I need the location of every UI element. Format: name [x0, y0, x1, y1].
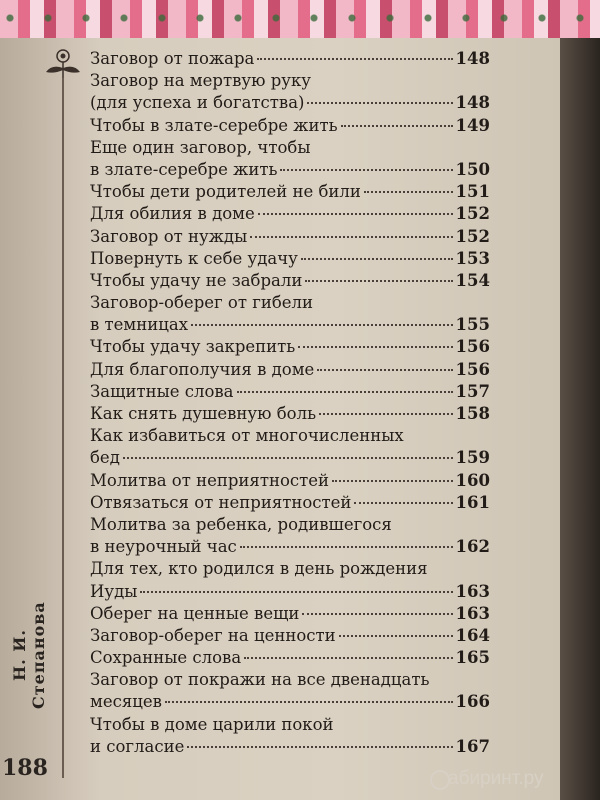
dot-leader	[298, 346, 452, 348]
toc-entry	[90, 714, 490, 736]
dot-leader	[319, 413, 452, 415]
toc-entry-title: и согласие	[90, 736, 185, 756]
toc-entry-title: Чтобы удачу закрепить	[90, 337, 296, 357]
toc-entry-page: 154	[455, 270, 490, 290]
toc-entry	[90, 603, 490, 625]
page-number: 188	[2, 755, 48, 781]
toc-entry-title: в неурочный час	[90, 537, 237, 557]
toc-entry-title: Как снять душевную боль	[90, 404, 317, 423]
dot-leader	[354, 502, 452, 504]
dot-leader	[244, 657, 452, 659]
toc-entry	[90, 48, 490, 70]
toc-entry	[90, 159, 490, 181]
toc-entry-page: 163	[455, 603, 490, 623]
toc-entry	[90, 92, 490, 114]
toc-entry-title: Заговор на мертвую руку	[90, 71, 311, 91]
toc-entry	[90, 70, 490, 92]
toc-entry	[90, 691, 490, 713]
toc-entry	[90, 470, 490, 492]
toc-entry-title: Для обилия в доме	[90, 204, 255, 224]
dot-leader	[187, 746, 452, 748]
toc-entry-page: 167	[455, 736, 490, 756]
toc-entry	[90, 403, 490, 425]
toc-entry-title: Отвязаться от неприятностей	[90, 492, 352, 512]
toc-entry	[90, 248, 490, 270]
toc-entry	[90, 137, 490, 159]
dot-leader	[250, 236, 452, 238]
toc-entry	[90, 625, 490, 647]
toc-entry	[90, 336, 490, 358]
toc-entry	[90, 181, 490, 203]
toc-entry-title: Заговор-оберег на ценности	[90, 625, 336, 645]
dot-leader	[364, 191, 453, 193]
dot-leader	[339, 635, 453, 637]
toc-entry-page: 158	[455, 404, 490, 423]
toc-entry-title: Заговор от пожара	[90, 49, 255, 68]
toc-entry-page: 149	[455, 115, 490, 135]
toc-entry	[90, 425, 490, 447]
toc-entry	[90, 669, 490, 691]
page-edge-shadow	[560, 38, 600, 800]
dot-leader	[301, 258, 453, 260]
dot-leader	[317, 369, 452, 371]
toc-entry	[90, 492, 490, 514]
toc-entry-title: Заговор от покражи на все двенадцать	[90, 670, 430, 690]
toc-entry-title: Для благополучия в доме	[90, 359, 315, 379]
toc-entry	[90, 203, 490, 225]
toc-entry	[90, 736, 490, 758]
toc-entry	[90, 647, 490, 669]
toc-entry	[90, 536, 490, 558]
dot-leader	[257, 58, 452, 60]
toc-entry-title: Чтобы удачу не забрали	[90, 270, 303, 290]
dot-leader	[302, 613, 452, 615]
dot-leader	[123, 457, 453, 459]
running-author: Н. И. Степанова	[10, 601, 48, 709]
toc-entry-page: 155	[455, 315, 490, 335]
toc-entry-page: 156	[455, 337, 490, 357]
toc-entry-page: 161	[455, 492, 490, 512]
toc-entry-title: Повернуть к себе удачу	[90, 248, 298, 268]
toc-entry-title: Заговор от нужды	[90, 226, 248, 246]
toc-entry-page: 165	[455, 648, 490, 668]
toc-entry-title: бед	[90, 448, 120, 468]
toc-entry	[90, 381, 490, 403]
toc-entry-title: Молитва за ребенка, родившегося	[90, 514, 392, 534]
vertical-divider	[62, 78, 64, 778]
toc-entry-title: (для успеха и богатства)	[90, 93, 305, 113]
toc-entry-title: Молитва от неприятностей	[90, 470, 330, 490]
toc-entry-page: 163	[455, 581, 490, 601]
watermark: абиринт.ру	[448, 768, 544, 789]
toc-entry-title: Иуды	[90, 581, 138, 601]
toc-entry	[90, 447, 490, 469]
toc-entry-page: 160	[455, 470, 490, 490]
toc-entry	[90, 581, 490, 603]
toc-entry-title: Заговор-оберег от гибели	[90, 293, 314, 313]
toc-entry-page: 148	[455, 93, 490, 113]
toc-entry	[90, 226, 490, 248]
toc-entry-title: Защитные слова	[90, 381, 234, 401]
dot-leader	[258, 213, 453, 215]
toc-entry-page: 164	[455, 625, 490, 645]
toc-entry	[90, 115, 490, 137]
toc-entry-title: Сохранные слова	[90, 648, 242, 668]
table-of-contents	[90, 48, 490, 758]
toc-entry-page: 152	[455, 204, 490, 224]
dot-leader	[165, 701, 453, 703]
toc-entry-title: Чтобы в доме царили покой	[90, 714, 334, 734]
toc-entry-page: 152	[455, 226, 490, 246]
dot-leader	[140, 591, 452, 593]
dot-leader	[332, 480, 453, 482]
floral-border-leaves	[0, 8, 600, 28]
toc-entry	[90, 270, 490, 292]
toc-entry-page: 159	[455, 448, 490, 468]
toc-entry-title: в злате-серебре жить	[90, 159, 278, 179]
toc-entry-page: 150	[455, 159, 490, 179]
labirint-logo-icon	[430, 770, 450, 790]
toc-entry-title: Чтобы дети родителей не били	[90, 182, 361, 202]
toc-entry-title: Чтобы в злате-серебре жить	[90, 115, 338, 135]
toc-entry	[90, 514, 490, 536]
toc-entry-page: 148	[455, 49, 490, 68]
toc-entry	[90, 359, 490, 381]
toc-entry-title: Как избавиться от многочисленных	[90, 426, 404, 446]
toc-entry-page: 162	[455, 537, 490, 557]
toc-entry-page: 151	[455, 182, 490, 202]
toc-entry-title: Оберег на ценные вещи	[90, 603, 300, 623]
toc-entry-page: 157	[455, 381, 490, 401]
toc-entry-page: 156	[455, 359, 490, 379]
dot-leader	[237, 391, 453, 393]
toc-entry-title: месяцев	[90, 692, 162, 712]
dot-leader	[191, 324, 453, 326]
toc-entry-title: Для тех, кто родился в день рождения	[90, 559, 428, 579]
toc-entry-page: 166	[455, 692, 490, 712]
toc-entry	[90, 292, 490, 314]
toc-entry	[90, 558, 490, 580]
dot-leader	[280, 169, 452, 171]
toc-entry-title: Еще один заговор, чтобы	[90, 137, 311, 157]
toc-entry-page: 153	[455, 248, 490, 268]
toc-entry	[90, 314, 490, 336]
dot-leader	[341, 125, 453, 127]
toc-entry-title: в темницах	[90, 315, 189, 335]
dot-leader	[307, 102, 452, 104]
dot-leader	[305, 280, 452, 282]
dot-leader	[240, 546, 453, 548]
